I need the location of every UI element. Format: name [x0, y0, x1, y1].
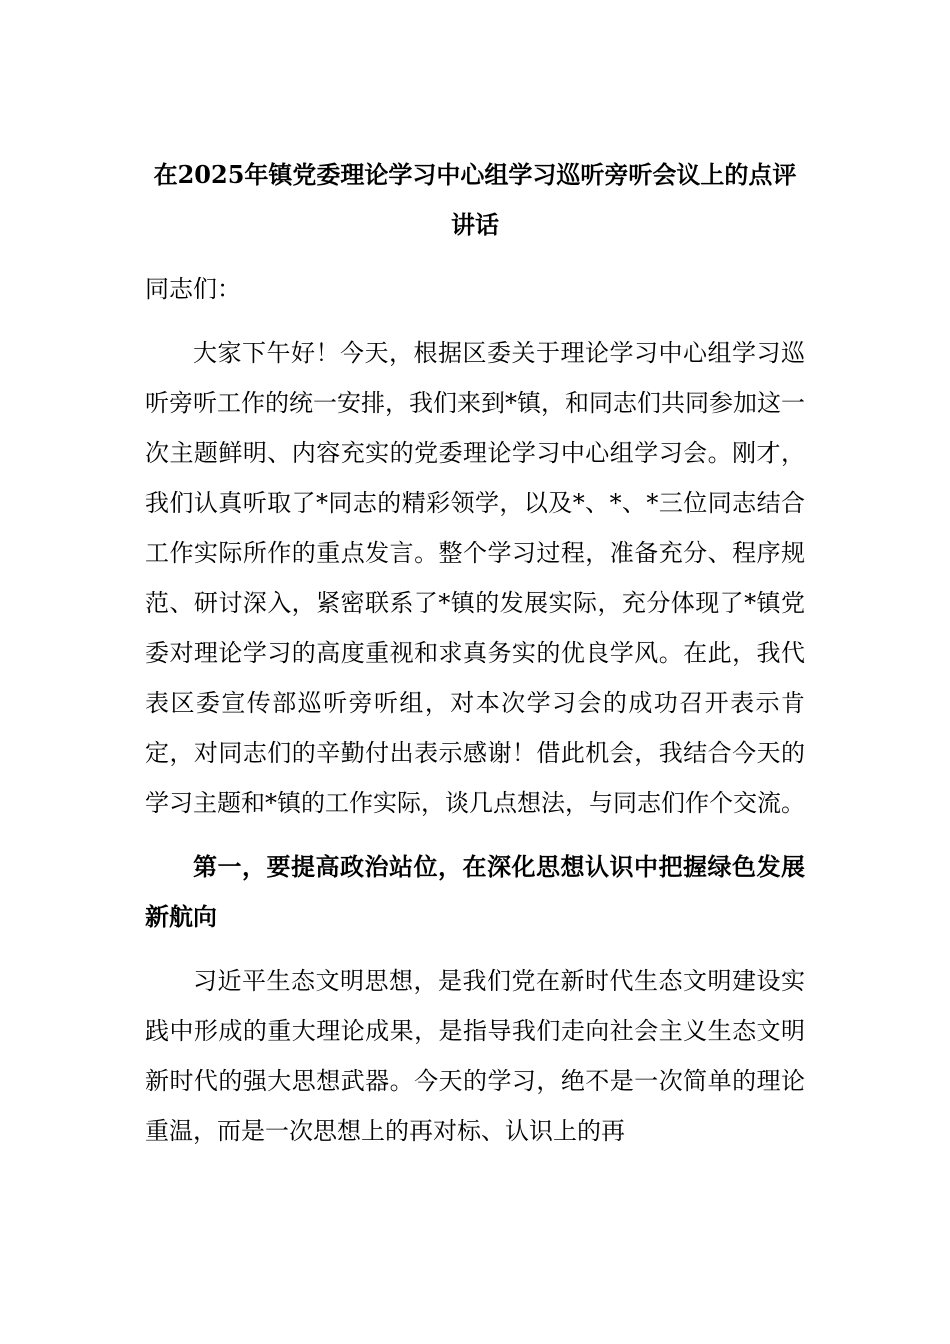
salutation: 同志们： [145, 275, 241, 303]
section-paragraph: 习近平生态文明思想，是我们党在新时代生态文明建设实践中形成的重大理论成果，是指导我们走向社会主义生态文明新时代的强大思想武器。今天的学习，绝不是一次简单的理论重温，而是一次思想上的再对标、认识上的再 [145, 967, 805, 1145]
document-body [145, 264, 805, 1170]
document-title: 在2025年镇党委理论学习中心组学习巡听旁听会议上的点评讲话 [153, 160, 797, 239]
opening-paragraph: 大家下午好！今天，根据区委关于理论学习中心组学习巡听旁听工作的统一安排，我们来到*镇，和同志们共同参加这一次主题鲜明、内容充实的党委理论学习中心组学习会。刚才，我们认真听取了*同志的精彩领学，以及*、*、*三位同志结合工作实际所作的重点发言。整个学习过程，准备充分、程序规范、研讨深入，紧密联系了*镇的发展实际，充分体现了*镇党委对理论学习的高度重视和求真务实的优良学风。在此，我代表区委宣传部巡听旁听组，对本次学习会的成功召开表示肯定，对同志们的辛勤付出表示感谢！借此机会，我结合今天的学习主题和*镇的工作实际，谈几点想法，与同志们作个交流。 [145, 339, 805, 817]
section-heading: 第一，要提高政治站位，在深化思想认识中把握绿色发展新航向 [145, 852, 805, 931]
